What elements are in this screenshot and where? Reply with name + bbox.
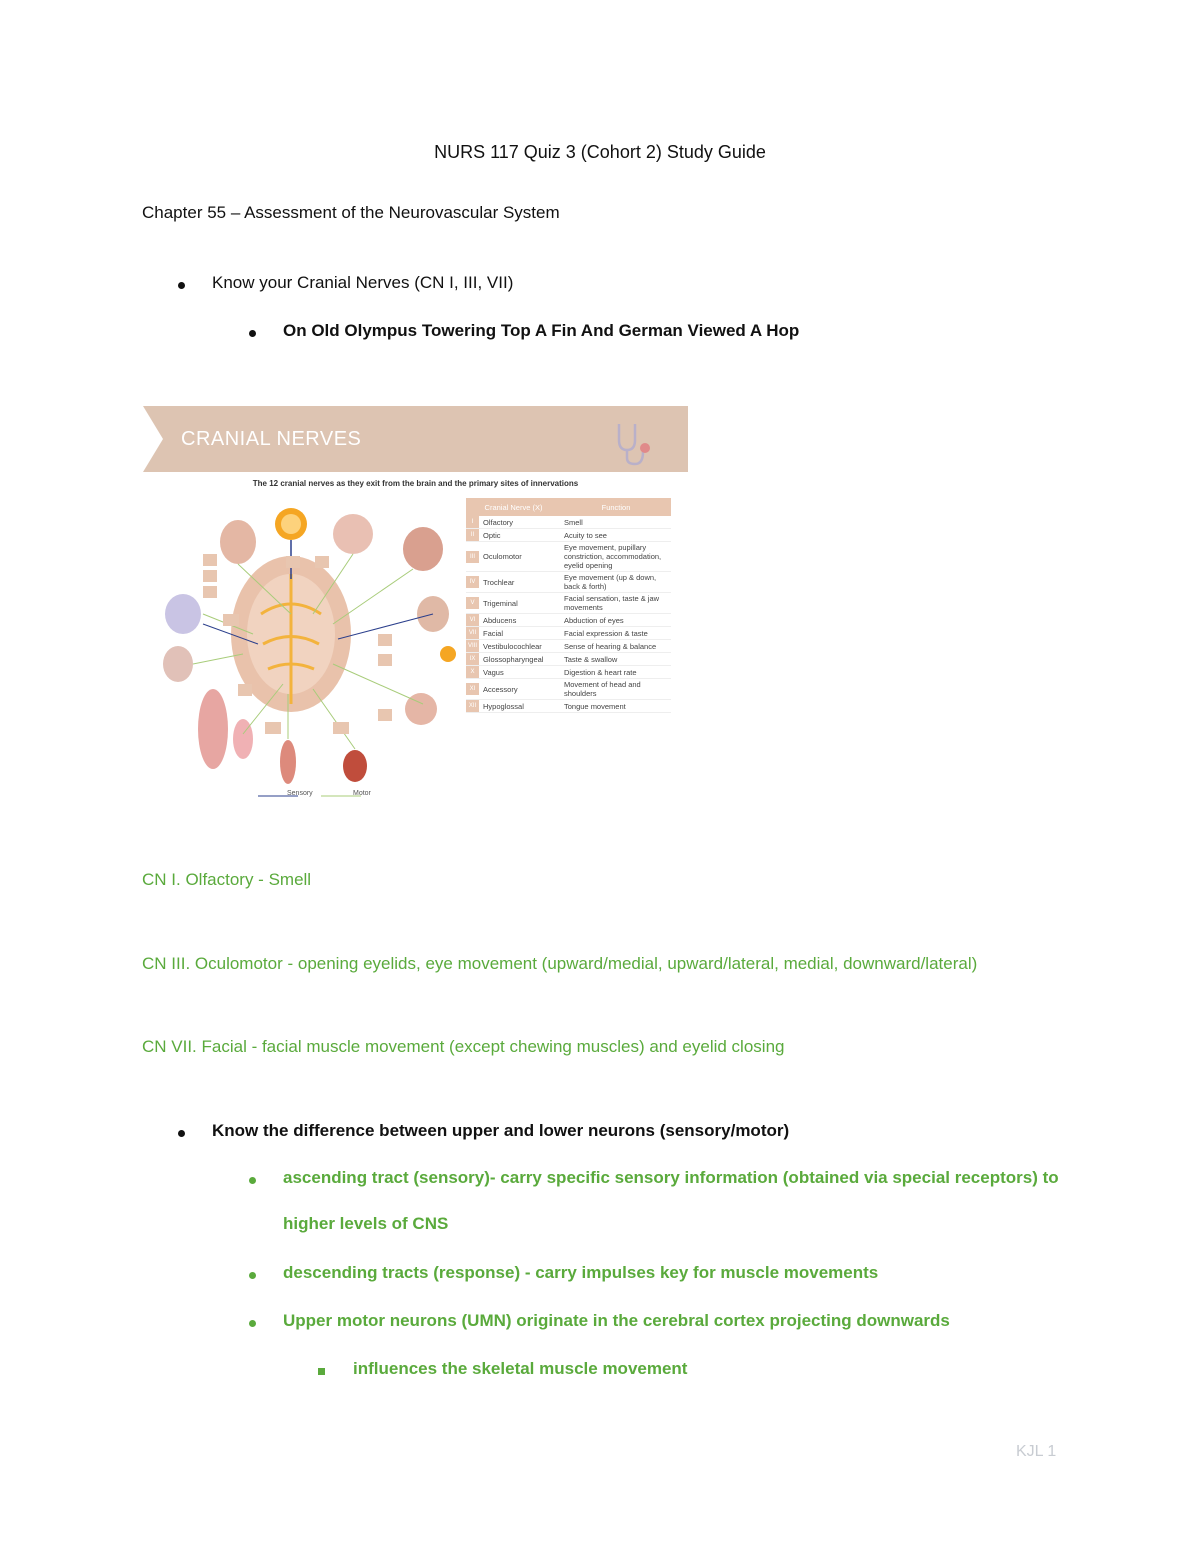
bullet-dot: [249, 1177, 256, 1184]
neurons-heading: Know the difference between upper and lower neurons (sensory/motor): [212, 1121, 790, 1140]
row-function: Taste & swallow: [561, 653, 671, 666]
row-function: Smell: [561, 516, 671, 529]
cn1-note: CN I. Olfactory - Smell: [142, 870, 312, 889]
row-num: II: [466, 529, 479, 541]
table-row: [466, 593, 671, 614]
chapter-heading: Chapter 55 – Assessment of the Neurovascular System: [142, 203, 560, 222]
table-row: [466, 614, 671, 627]
row-function: Sense of hearing & balance: [561, 640, 671, 653]
row-function: Tongue movement: [561, 700, 671, 713]
umn-sub-bullet: influences the skeletal muscle movement: [353, 1359, 688, 1378]
row-name: Optic: [480, 529, 561, 542]
row-name: Trochlear: [480, 572, 561, 593]
row-function: Eye movement, pupillary constriction, accommodation, eyelid opening: [561, 542, 671, 572]
row-num: III: [466, 551, 479, 563]
row-num: VI: [466, 614, 479, 626]
table-header-nerve: Cranial Nerve (X): [466, 498, 561, 516]
row-num: V: [466, 597, 479, 609]
row-function: Facial expression & taste: [561, 627, 671, 640]
row-num: XII: [466, 700, 479, 712]
ascending-tract-line2: higher levels of CNS: [283, 1214, 449, 1233]
row-num: IX: [466, 653, 479, 665]
table-row: [466, 666, 671, 679]
row-name: Glossopharyngeal: [480, 653, 561, 666]
row-name: Oculomotor: [480, 542, 561, 572]
upper-motor-neurons: Upper motor neurons (UMN) originate in the cerebral cortex projecting downwards: [283, 1311, 950, 1330]
square-bullet: [318, 1368, 325, 1375]
row-function: Facial sensation, taste & jaw movements: [561, 593, 671, 614]
cn7-note: CN VII. Facial - facial muscle movement (except chewing muscles) and eyelid closing: [142, 1037, 785, 1056]
table-row: [466, 653, 671, 666]
bullet-dot: [178, 1130, 185, 1137]
row-function: Digestion & heart rate: [561, 666, 671, 679]
bullet-mnemonic: On Old Olympus Towering Top A Fin And German Viewed A Hop: [283, 321, 800, 340]
row-num: I: [466, 516, 479, 528]
table-row: [466, 516, 671, 529]
bullet-dot: [249, 330, 256, 337]
cn3-note: CN III. Oculomotor - opening eyelids, eye movement (upward/medial, upward/lateral, medial, downward/lateral): [142, 954, 978, 973]
table-header-function: Function: [561, 498, 671, 516]
row-name: Abducens: [480, 614, 561, 627]
bullet-cranial-nerves: Know your Cranial Nerves (CN I, III, VII): [212, 273, 514, 292]
row-num: XI: [466, 683, 479, 695]
row-name: Hypoglossal: [480, 700, 561, 713]
row-name: Accessory: [480, 679, 561, 700]
legend-motor: Motor: [353, 790, 371, 797]
row-function: Eye movement (up & down, back & forth): [561, 572, 671, 593]
row-num: IV: [466, 576, 479, 588]
ascending-tract-line1: ascending tract (sensory)- carry specific sensory information (obtained via special receptors) to: [283, 1168, 1059, 1187]
row-function: Movement of head and shoulders: [561, 679, 671, 700]
descending-tract: descending tracts (response) - carry impulses key for muscle movements: [283, 1263, 879, 1282]
cranial-nerve-table: [466, 498, 671, 713]
document-title: NURS 117 Quiz 3 (Cohort 2) Study Guide: [434, 142, 766, 162]
table-row: [466, 542, 671, 572]
row-function: Acuity to see: [561, 529, 671, 542]
table-row: [466, 640, 671, 653]
table-row: [466, 572, 671, 593]
row-name: Vestibulocochlear: [480, 640, 561, 653]
table-row: [466, 679, 671, 700]
row-num: VIII: [466, 640, 479, 652]
row-name: Facial: [480, 627, 561, 640]
table-row: [466, 627, 671, 640]
bullet-dot: [249, 1320, 256, 1327]
table-row: [466, 529, 671, 542]
bullet-dot: [178, 282, 185, 289]
bullet-dot: [249, 1272, 256, 1279]
row-name: Trigeminal: [480, 593, 561, 614]
figure-banner: [143, 406, 688, 472]
legend-sensory: Sensory: [287, 790, 313, 797]
brain-illustration: [143, 494, 463, 794]
figure-title: CRANIAL NERVES: [181, 428, 362, 450]
row-num: X: [466, 666, 479, 678]
row-name: Olfactory: [480, 516, 561, 529]
row-num: VII: [466, 627, 479, 639]
table-row: [466, 700, 671, 713]
figure-caption: The 12 cranial nerves as they exit from the brain and the primary sites of innervations: [252, 479, 579, 488]
page-footer: KJL 1: [1016, 1443, 1057, 1460]
row-function: Abduction of eyes: [561, 614, 671, 627]
row-name: Vagus: [480, 666, 561, 679]
cranial-nerves-figure: [143, 406, 688, 804]
